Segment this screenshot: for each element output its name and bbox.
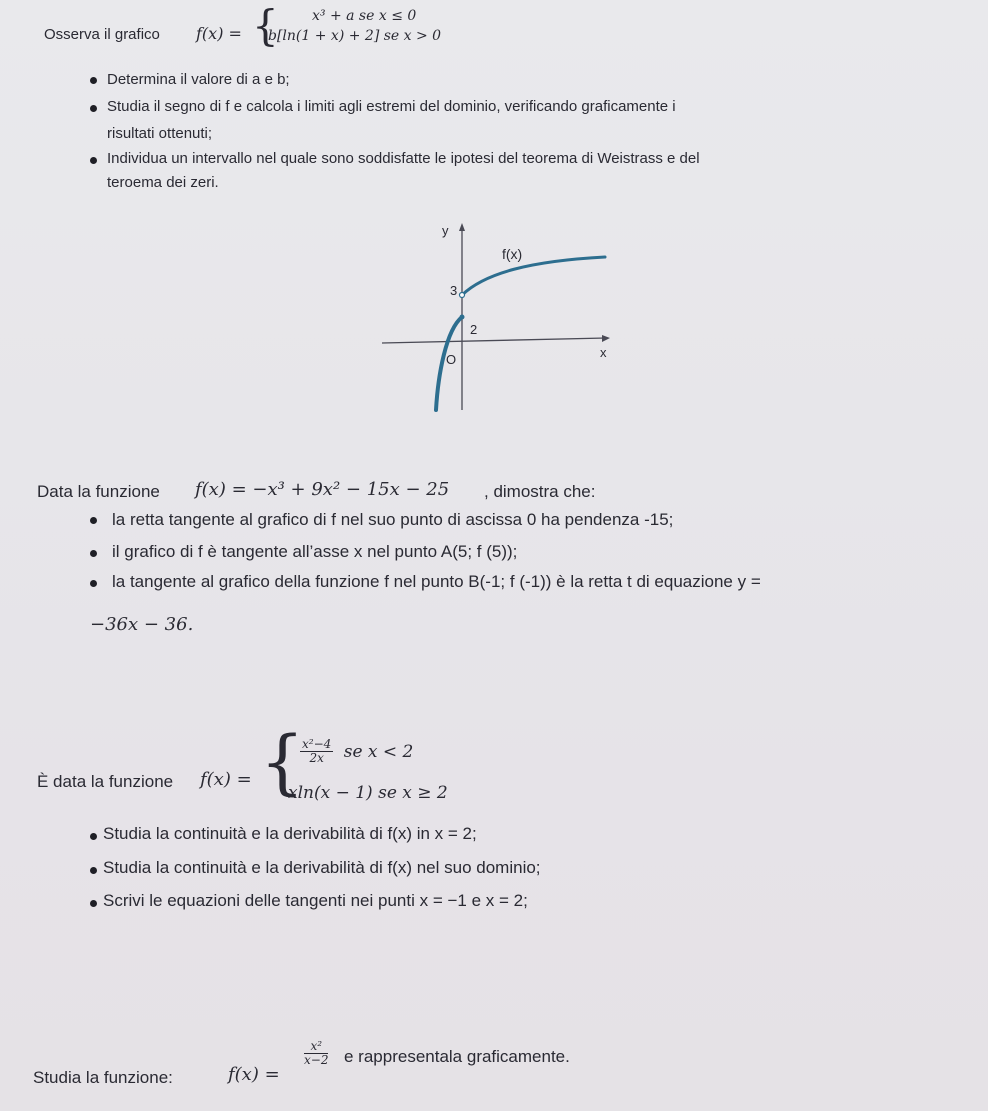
x-label: x <box>600 345 607 360</box>
open-point <box>460 293 465 298</box>
bullet <box>90 833 97 840</box>
bullet <box>90 900 97 907</box>
ex3-case1-cond: se x < 2 <box>343 741 414 762</box>
curve-right <box>462 257 605 295</box>
ex4-num: x² <box>304 1040 328 1054</box>
bullet <box>90 580 97 587</box>
ex4-den: x−2 <box>304 1053 329 1067</box>
bullet <box>90 105 97 112</box>
ex1-graph <box>370 215 620 425</box>
ex2-bullet-3-cont: −36x − 36. <box>90 614 194 635</box>
bullet <box>90 77 97 84</box>
ex1-fx-lhs: f(x) = <box>196 24 242 43</box>
ex4-intro: Studia la funzione: <box>33 1068 173 1087</box>
origin-label: O <box>446 352 457 367</box>
ex3-bullet-3: Scrivi le equazioni delle tangenti nei punti x = −1 e x = 2; <box>103 891 528 910</box>
x-axis <box>382 338 606 343</box>
ex2-intro: Data la funzione <box>37 482 160 501</box>
ex4-frac <box>304 1040 328 1067</box>
bullet <box>90 867 97 874</box>
ex3-bullet-1: Studia la continuità e la derivabilità di f(x) in x = 2; <box>103 824 477 843</box>
ex1-bullet-2-cont: risultati ottenuti; <box>107 125 213 142</box>
ex3-fx-lhs: f(x) = <box>200 769 252 790</box>
ex3-case1-den: 2x <box>309 751 324 765</box>
ex1-bullet-3-cont: teroema dei zeri. <box>107 174 219 191</box>
bullet <box>90 517 97 524</box>
y-axis-arrow <box>459 223 465 231</box>
ex1-bullet-2: Studia il segno di f e calcola i limiti agli estremi del dominio, verificando graficamente i <box>107 98 676 115</box>
ex3-intro: È data la funzione <box>37 772 174 791</box>
ex3-case2: xln(x − 1) se x ≥ 2 <box>288 783 448 803</box>
ex1-bullet-3: Individua un intervallo nel quale sono soddisfatte le ipotesi del teorema di Weistrass e del <box>107 150 700 167</box>
ex4-fx-lhs: f(x) = <box>228 1064 280 1085</box>
bullet <box>90 157 97 164</box>
ex3-case1-frac <box>300 738 333 765</box>
ex2-bullet-3: la tangente al grafico della funzione f nel punto B(-1; f (-1)) è la retta t di equazione y = <box>112 572 761 591</box>
f-label: f(x) <box>502 246 523 262</box>
ex3-brace: { <box>260 721 305 803</box>
tick-2: 2 <box>470 322 478 337</box>
ex4-frac-box <box>304 1040 328 1067</box>
ex3-case1-num: x²−4 <box>302 737 332 751</box>
ex1-brace: { <box>252 1 279 50</box>
ex2-intro-end: , dimostra che: <box>484 482 596 501</box>
x-axis-arrow <box>602 335 610 342</box>
ex1-bullet-1: Determina il valore di a e b; <box>107 71 290 88</box>
closed-point <box>460 315 465 320</box>
ex2-formula: f(x) = −x³ + 9x² − 15x − 25 <box>195 479 450 500</box>
ex3-case1 <box>300 738 413 765</box>
ex1-case1: x³ + a se x ≤ 0 <box>312 8 417 24</box>
y-label: y <box>442 223 449 238</box>
ex2-bullet-2: il grafico di f è tangente all’asse x nel punto A(5; f (5)); <box>112 542 518 561</box>
ex3-bullet-2: Studia la continuità e la derivabilità di f(x) nel suo dominio; <box>103 858 541 877</box>
tick-3: 3 <box>450 283 458 298</box>
ex1-intro: Osserva il grafico <box>44 26 160 43</box>
ex2-bullet-1: la retta tangente al grafico di f nel suo punto di ascissa 0 ha pendenza -15; <box>112 510 674 529</box>
bullet <box>90 550 97 557</box>
ex1-case2: b[ln(1 + x) + 2] se x > 0 <box>268 28 442 44</box>
ex4-outro: e rappresentala graficamente. <box>344 1047 570 1066</box>
